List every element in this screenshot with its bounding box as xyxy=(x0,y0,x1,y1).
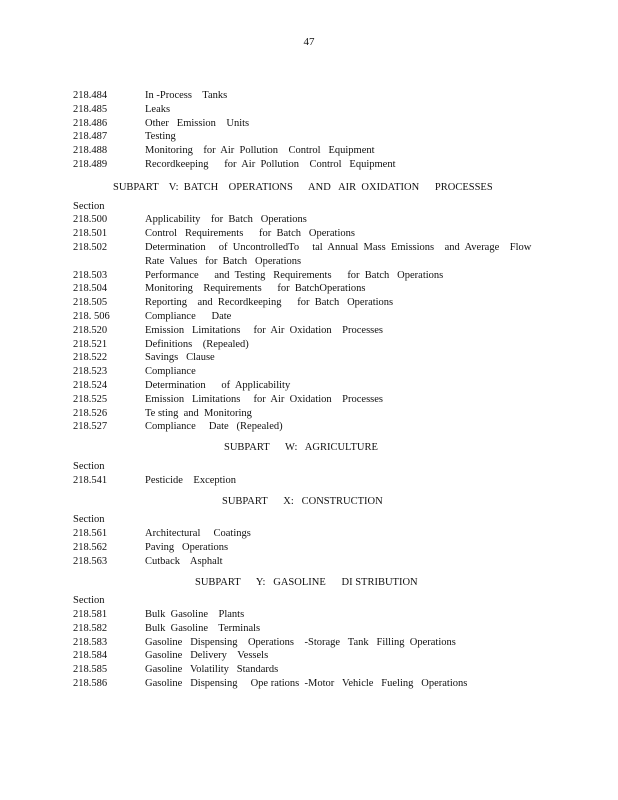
section-title: Bulk Gasoline Plants xyxy=(145,609,245,621)
toc-entry xyxy=(73,241,533,269)
toc-entry xyxy=(73,269,533,283)
section-column-label: Section xyxy=(73,595,105,607)
section-number: 218.500 xyxy=(73,214,108,226)
section-number: 218.562 xyxy=(73,541,108,553)
section-title: Gasoline Dispensing Ope rations -Motor Vehicle Fueling Operations xyxy=(145,678,468,690)
section-column-label: Section xyxy=(73,514,105,526)
section-number: 218.581 xyxy=(73,609,108,621)
toc-entry xyxy=(73,474,533,488)
toc-entry xyxy=(73,89,533,103)
toc-entry xyxy=(73,338,533,352)
toc-entry xyxy=(73,282,533,296)
toc-entry xyxy=(73,407,533,421)
section-title: Control Requirements for Batch Operations xyxy=(145,228,355,240)
subpart-heading: SUBPART X: CONSTRUCTION xyxy=(222,495,383,507)
section-title: Applicability for Batch Operations xyxy=(145,214,307,226)
subpart-heading: SUBPART Y: GASOLINE DI STRIBUTION xyxy=(195,576,418,588)
section-title: Cutback Asphalt xyxy=(145,555,223,567)
section-number: 218.561 xyxy=(73,528,108,540)
toc-entry xyxy=(73,213,533,227)
section-number: 218. 506 xyxy=(73,310,110,322)
toc-entry xyxy=(73,663,533,677)
section-title: Testing xyxy=(145,131,176,143)
section-title: Definitions (Repealed) xyxy=(145,338,249,350)
section-title: In -Process Tanks xyxy=(145,90,228,101)
section-number: 218.583 xyxy=(73,636,108,648)
toc-entry xyxy=(73,117,533,131)
toc-entry xyxy=(73,527,533,541)
section-number: 218.527 xyxy=(73,421,108,433)
section-title: Recordkeeping for Air Pollution Control Equipment xyxy=(145,158,396,170)
subpart-group xyxy=(73,89,533,174)
section-number: 218.522 xyxy=(73,352,108,364)
section-title: Paving Operations xyxy=(145,541,229,553)
toc-entry xyxy=(73,310,533,324)
toc-entry xyxy=(73,636,533,650)
section-number: 218.486 xyxy=(73,117,108,129)
page-number: 47 xyxy=(303,36,315,48)
toc-entry xyxy=(73,677,533,691)
section-number: 218.563 xyxy=(73,555,108,567)
toc-entry xyxy=(73,541,533,555)
section-title: Savings Clause xyxy=(145,352,215,364)
section-number: 218.504 xyxy=(73,283,108,295)
section-title: Emission Limitations for Air Oxidation Processes xyxy=(145,393,383,405)
section-title: Monitoring for Air Pollution Control Equipment xyxy=(145,145,375,157)
section-number: 218.502 xyxy=(73,241,108,253)
section-number: 218.526 xyxy=(73,407,108,419)
section-number: 218.484 xyxy=(73,90,108,101)
section-title: Other Emission Units xyxy=(145,117,250,129)
section-number: 218.503 xyxy=(73,269,108,281)
section-title: Architectural Coatings xyxy=(145,528,251,540)
section-number: 218.501 xyxy=(73,228,108,240)
section-number: 218.582 xyxy=(73,622,108,634)
toc-entry xyxy=(73,324,533,338)
section-title: Gasoline Volatility Standards xyxy=(145,664,279,676)
section-column-label: Section xyxy=(73,460,105,472)
section-number: 218.505 xyxy=(73,297,108,309)
toc-entry xyxy=(73,393,533,407)
section-title: Compliance Date xyxy=(145,310,232,322)
section-title: Pesticide Exception xyxy=(145,474,236,486)
section-title: Emission Limitations for Air Oxidation Processes xyxy=(145,324,383,336)
toc-entry xyxy=(73,351,533,365)
section-title: Determination of Applicability xyxy=(145,379,291,391)
subpart-group xyxy=(73,181,533,434)
toc-entry xyxy=(73,296,533,310)
subpart-heading: SUBPART V: BATCH OPERATIONS AND AIR OXIDATION PROCESSES xyxy=(113,181,493,193)
toc-entry xyxy=(73,555,533,569)
section-title: Reporting and Recordkeeping for Batch Operations xyxy=(145,297,394,309)
toc-entry xyxy=(73,649,533,663)
section-number: 218.520 xyxy=(73,324,108,336)
toc-entry xyxy=(73,379,533,393)
section-title: Performance and Testing Requirements for Batch Operations xyxy=(145,269,444,281)
toc-entry xyxy=(73,130,533,144)
section-number: 218.586 xyxy=(73,678,108,690)
subpart-group xyxy=(73,495,533,569)
table-of-contents xyxy=(73,89,533,691)
section-number: 218.585 xyxy=(73,664,108,676)
section-title: Determination of UncontrolledTo tal Annual Mass Emissions and Average Flow Rate Values for Batch Operations xyxy=(145,241,532,267)
section-number: 218.584 xyxy=(73,650,108,662)
section-title: Compliance Date (Repealed) xyxy=(145,421,283,433)
toc-entry xyxy=(73,103,533,117)
toc-entry xyxy=(73,365,533,379)
section-title: Gasoline Dispensing Operations -Storage Tank Filling Operations xyxy=(145,636,456,648)
toc-entry xyxy=(73,227,533,241)
section-number: 218.524 xyxy=(73,379,108,391)
section-number: 218.485 xyxy=(73,103,108,115)
section-title: Te sting and Monitoring xyxy=(145,407,252,419)
section-number: 218.525 xyxy=(73,393,108,405)
toc-entry xyxy=(73,608,533,622)
toc-entry xyxy=(73,158,533,172)
section-number: 218.488 xyxy=(73,145,108,157)
section-number: 218.487 xyxy=(73,131,108,143)
section-title: Gasoline Delivery Vessels xyxy=(145,650,269,662)
subpart-group xyxy=(73,441,533,487)
section-number: 218.489 xyxy=(73,158,108,170)
toc-entry xyxy=(73,144,533,158)
section-number: 218.521 xyxy=(73,338,108,350)
toc-entry xyxy=(73,622,533,636)
section-column-label: Section xyxy=(73,200,105,212)
section-title: Bulk Gasoline Terminals xyxy=(145,622,261,634)
section-number: 218.541 xyxy=(73,474,108,486)
section-title: Leaks xyxy=(145,103,171,115)
toc-entry xyxy=(73,420,533,434)
subpart-heading: SUBPART W: AGRICULTURE xyxy=(224,442,378,454)
section-number: 218.523 xyxy=(73,366,108,378)
section-title: Compliance xyxy=(145,366,196,378)
section-title: Monitoring Requirements for BatchOperations xyxy=(145,283,366,295)
subpart-group xyxy=(73,576,533,691)
